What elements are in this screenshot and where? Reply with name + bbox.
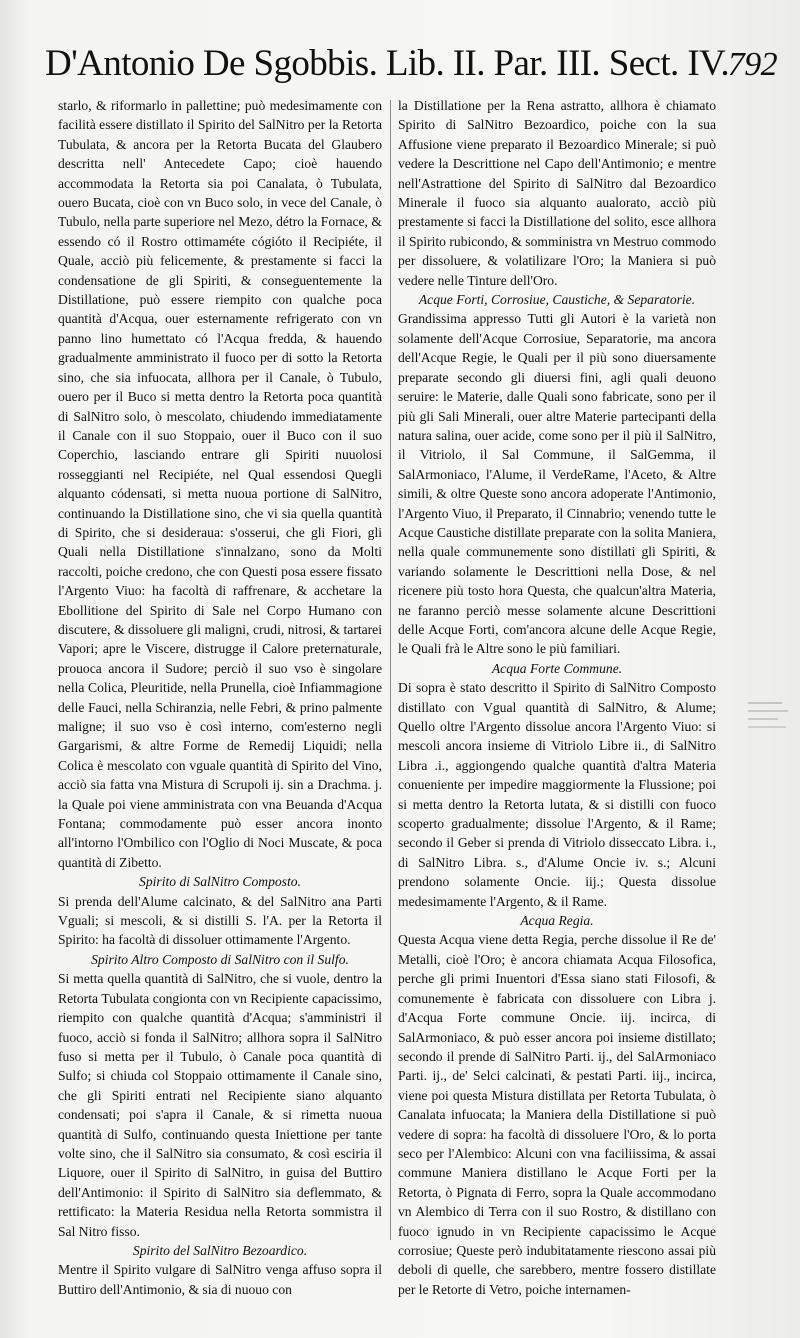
right-section-heading: Acqua Regia. xyxy=(520,913,594,929)
left-section-heading: Spirito di SalNitro Composto. xyxy=(139,874,301,890)
left-paragraph: Si prenda dell'Alume calcinato, & del SalNitro ana Parti Vguali; si mescoli, & si distilli S. l'A. per la Retorta il Spirito: ha facoltà di dissoluer ottimamente l'Argento. xyxy=(58,893,382,948)
right-section-heading: Acqua Forte Commune. xyxy=(491,660,623,676)
column-gutter xyxy=(390,100,391,1240)
left-paragraph: Mentre il Spirito vulgare di SalNitro venga affuso sopra il Buttiro dell'Antimonio, & sia di nuouo con xyxy=(58,1262,382,1297)
running-title: D'Antonio De Sgobbis. Lib. II. Par. III. Sect. IV. xyxy=(45,43,730,84)
right-column xyxy=(398,96,716,1299)
left-section-heading: Spirito del SalNitro Bezoardico. xyxy=(132,1242,308,1258)
left-section-heading: Spirito Altro Composto di SalNitro con il Sulfo. xyxy=(91,951,349,967)
left-paragraph: starlo, & riformarlo in pallettine; può medesimamente con facilità essere distillato il Spirito del SalNitro per la Retorta Tubulata, & ancora per la Retorta Bucata del Glaubero descritta nell' Antecedete Capo; cioè hauendo accommodata la Retorta sia poi Canalata, ò Tubulata, ouero Bucata, cioè con vn Buco solo, in vece del Canale, ò Tubulo, nella parte superiore nel Mezo, détro la Fornace, & essendo có il Rostro ottimaméte cógióto il Recipiéte, il Quale, acciò più felicemente, & prestamente si facci la condensatione de gli Spiriti, & conseguentemente la Distillatione, può essere riempito con qualche poca quantità d'Acqua, ouer esternamente refrigerato con vn panno lino humettato có l'Acqua fredda, & hauendo gradualmente amministrato il fuoco per di sotto la Retorta sino, che sia infuocata, allhora per il Canale, ò Tubulo, ouero per il Buco si metta dentro la Retorta poca quantità di SalNitro solo, ò mescolato, chiudendo immediatamente il Canale con il suo Stoppaio, ouer il Buco con il suo Coperchio, lasciando entrare gli Spiriti nuuolosi rosseggianti nel Recipiéte, nel Qual essendosi Quegli alquanto códensati, si metta nuoua portione di SalNitro, continuando la Distillatione sino, che vi sia quella quantità di Spirito, che si desideraua: s'osserui, che gli Fiori, gli Quali nella Distillatione s'innalzano, sono da Molti raccolti, poiche credono, che con Questi posa essere fissato l'Argento Viuo: ha facoltà di raffrenare, & acchetare la Ebollitione del Spirito di Sale nel Corpo Humano con discutere, & dissoluere gli maligni, crudi, nitrosi, & tartarei Vapori; apre le Viscere, distrugge il Calore preternaturale, prouoca ancora il Sudore; perciò il suo vso è singolare nella Colica, Pleuritide, nella Prunella, cioè Infiammagione delle Fauci, nella Schiranzia, nelle Febri, & prino palmente maligne; il suo vso è così interno, com'esterno negli Gargarismi, & altre Forme de Remedij Liquidi; nella Colica è mescolato con vguale quantità di Spirito del Vino, acciò sia fatta vna Mistura di Scrupoli ij. sin a Drachma. j. la Quale poi viene amministrata con vna Beuanda d'Acqua Fontana; commodamente può esser ancora inonto all'intorno l'Ombilico con l'Oglio di Noci Muscate, & poca quantità di Zibetto. xyxy=(58,98,382,870)
right-paragraph: Di sopra è stato descritto il Spirito di SalNitro Composto distillato con Vgual quantità di SalNitro, & Alume; Quello oltre l'Argento dissolue ancora l'Argento Viuo: si mescoli ancora insieme di Vitriolo Libre ii., di SalNitro Libra .i., aggiongendo qualche quantità d'altra Materia conueniente per impedire maggiormente la Flussione; poi si metta dentro la Retorta lutata, & si distilli con fuoco scoperto gradualmente; dissolue l'Argento, & il Rame; secondo il Geber si prenda di Vitriolo disseccato Libra. i., di SalNitro Libra. s., d'Alume Oncie iv. s.; Alcuni prendono solamente Oncie. iij.; Questa dissolue medesimamente l'Argento, & il Rame. xyxy=(398,680,716,909)
page-number: 792 xyxy=(727,46,777,83)
right-paragraph: Questa Acqua viene detta Regia, perche dissolue il Re de' Metalli, cioè l'Oro; è ancora chiamata Acqua Filosofica, perche gli primi Inuentori d'Essa siano stati Filosofi, & comunemente è fabricata con dissoluere con Libra j. d'Acqua Forte commune Oncie. iij. incirca, di SalArmoniaco, & può esser ancora poi insieme distillato; secondo il prende di SalNitro Parti. ij., del SalArmoniaco Parti. ij., de' Selci calcinati, & pestati Parti. iij., incirca, viene poi questa Mistura distillata per Retorta Tubulata, ò Canalata infuocata; la Maniera della Distillatione si può vedere di sopra: ha facoltà di dissoluere l'Oro, & lo porta seco per l'Alembico: Alcuni con vna faciliissima, & assai commune Maniera distillano le Acque Forti per la Retorta, ò Pignata di Ferro, sopra la Quale accommodano vn Alembico di Terra con il suo Rostro, & distillano con fuoco ignudo in vn Recipiente capacissimo le Acque corrosiue; Queste però indubitatamente riescono assai più deboli di quelle, che sarebbero, mentre fossero distillate per le Retorte di Vetro, poiche internamen- xyxy=(398,932,716,1297)
left-column xyxy=(58,96,382,1299)
show-through-marks xyxy=(748,700,796,728)
right-paragraph: Grandissima appresso Tutti gli Autori è la varietà non solamente dell'Acque Corrosiue, Separatorie, ma ancora dell'Acque Regie, le Quali per il più sono diuersamente preparate secondo gli diuersi fini, agli quali deuono seruire: le Materie, dalle Quali sono fabricate, sono per il più gli Sali Minerali, ouer altre Materie partecipanti della natura salina, ouer acide, come sono per il più il SalNitro, il Vitriolo, il Sal Commune, il SalGemma, il SalArmoniaco, l'Alume, il VerdeRame, l'Aceto, & Altre simili, & oltre Queste sono ancora adoperate l'Antimonio, l'Argento Viuo, il Preparato, il Cinnabrio; venendo tutte le Acque Caustiche distillate preparate con la solita Maniera, nella quale communemente sono distillati gli Spiriti, & variando solamente le Descrittioni nella Dose, & nel ricenere più tosto hora Questa, che qualcun'altra Materia, ne faranno perciò messe solamente alcune Descrittioni delle Acque Forti, com'ancora alcune delle Acque Regie, le Quali frà le Altre sono le più familiari. xyxy=(398,311,716,657)
right-paragraph: la Distillatione per la Rena astratto, allhora è chiamato Spirito di SalNitro Bezoardico, poiche con la sua Affusione viene preparato il Bezoardico Minerale; si può vedere la Descrittione nel Capo dell'Antimonio; e mentre nell'Astrattione del Spirito di SalNitro dal Bezoardico Minerale il fuoco sia alquanto aualorato, acciò più prestamente si facci la Distillatione del solito, esce allhora il Spirito rubicondo, & somministra vn Mestruo commodo per dissoluere, & volatilizare l'Oro; la Maniera si può vedere nelle Tinture dell'Oro. xyxy=(398,98,716,288)
running-header xyxy=(45,42,785,92)
right-section-heading: Acque Forti, Corrosiue, Caustiche, & Separatorie. xyxy=(418,292,696,308)
left-paragraph: Si metta quella quantità di SalNitro, che si vuole, dentro la Retorta Tubulata congionta con vn Recipiente capacissimo, riempito con qualche quantità d'Acqua; s'amministri il fuoco, acciò si fonda il SalNitro; allhora sopra il SalNitro fuso si metta per il Tubulo, ò Canale poca quantità di Sulfo; si chiuda col Stoppaio ottimamente il Canale sino, che gli Spiriti entrati nel Recipiente siano alquanto condensati; poi s'apra il Canale, & si rimetta nuoua quantità di Sulfo, continuando questa Iniettione per tante volte sino, che il SalNitro sia consumato, & così esciria il Liquore, ouer il Spirito di SalNitro, in guisa del Buttiro dell'Antimonio: il Spirito di SalNitro sia deflemmato, & rettificato: la Materia Residua nella Retorta sommistra il Sal Nitro fisso. xyxy=(58,971,382,1239)
